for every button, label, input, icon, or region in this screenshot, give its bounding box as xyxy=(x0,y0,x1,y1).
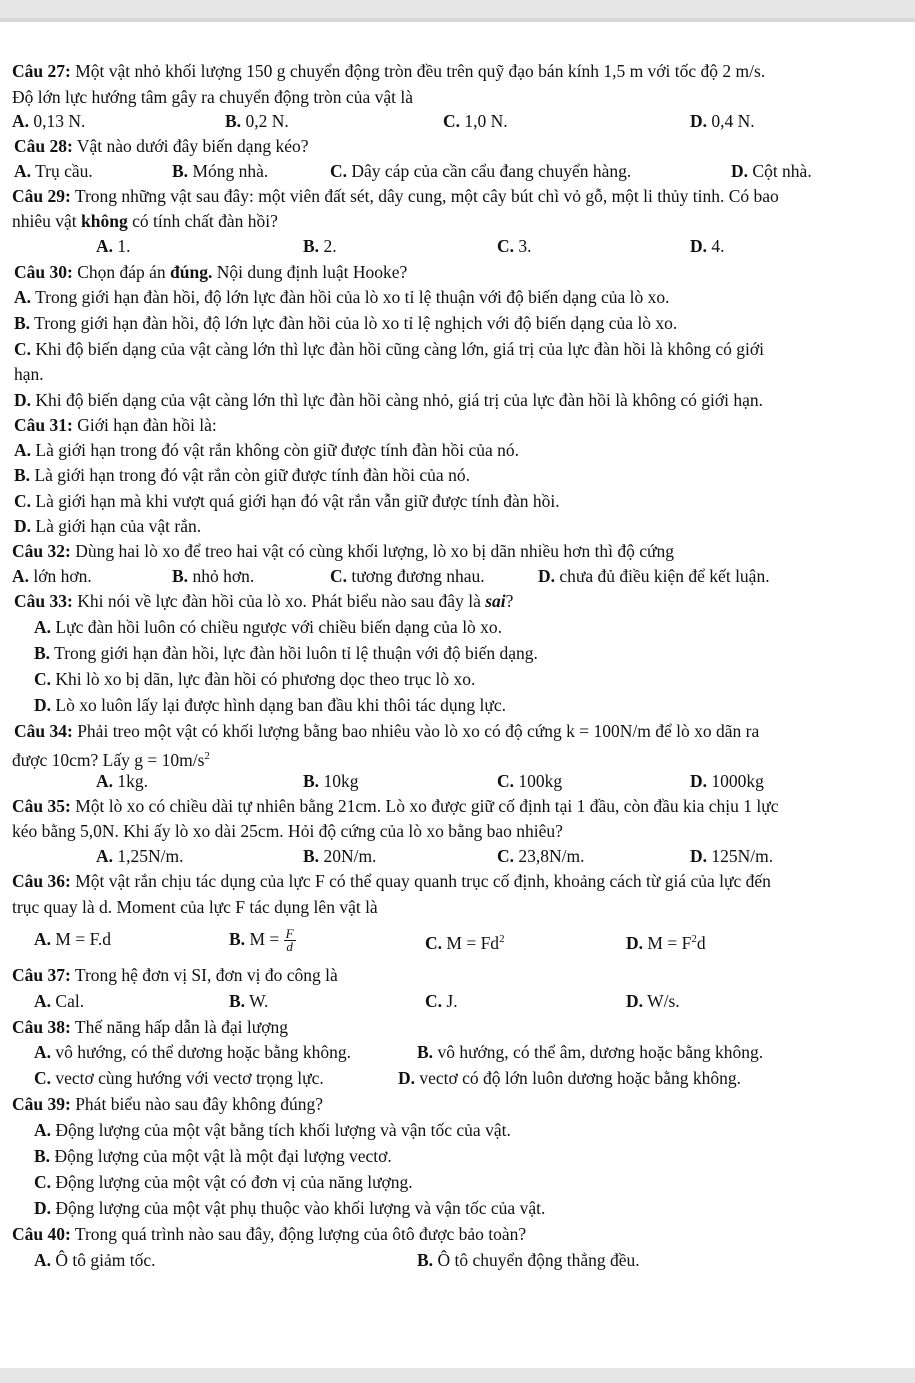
q37-stem: Câu 37: Trong hệ đơn vị SI, đơn vị đo công là xyxy=(12,965,338,985)
q38-option-d[interactable]: D. vectơ có độ lớn luôn dương hoặc bằng không. xyxy=(398,1068,741,1088)
q29-stem: Câu 29: Trong những vật sau đây: một viên đất sét, dây cung, một cây bút chì vỏ gỗ, một li thủy tinh. Có bao xyxy=(12,186,779,206)
q29-option-a[interactable]: A. 1. xyxy=(96,236,131,256)
q27-option-a[interactable]: A. 0,13 N. xyxy=(12,111,86,131)
q38-option-c[interactable]: C. vectơ cùng hướng với vectơ trọng lực. xyxy=(34,1068,324,1088)
q32-stem: Câu 32: Dùng hai lò xo để treo hai vật có cùng khối lượng, lò xo bị dãn nhiều hơn thì độ cứng xyxy=(12,541,675,561)
q39-option-c[interactable]: C. Động lượng của một vật có đơn vị của năng lượng. xyxy=(34,1172,413,1192)
q28-option-a[interactable]: A. Trụ cầu. xyxy=(14,161,93,181)
q37-option-d[interactable]: D. W/s. xyxy=(626,991,680,1011)
document-page xyxy=(0,18,915,1368)
q40-option-a[interactable]: A. Ô tô giảm tốc. xyxy=(34,1250,156,1270)
q37-option-b[interactable]: B. W. xyxy=(229,991,269,1011)
q31-option-a[interactable]: A. Là giới hạn trong đó vật rắn không còn giữ được tính đàn hồi của nó. xyxy=(14,440,520,460)
q31-option-c[interactable]: C. Là giới hạn mà khi vượt quá giới hạn đó vật rắn vẫn giữ được tính đàn hồi. xyxy=(14,491,560,511)
q28-option-d[interactable]: D. Cột nhà. xyxy=(731,161,812,181)
q32-option-a[interactable]: A. lớn hơn. xyxy=(12,566,92,586)
q38-stem: Câu 38: Thế năng hấp dẫn là đại lượng xyxy=(12,1017,289,1037)
q30-option-c[interactable]: C. Khi độ biến dạng của vật càng lớn thì lực đàn hồi cũng càng lớn, giá trị của lực đàn hồi là không có giới xyxy=(14,339,764,359)
q35-stem-cont: kéo bằng 5,0N. Khi ấy lò xo dài 25cm. Hỏi độ cứng của lò xo bằng bao nhiêu? xyxy=(12,821,563,841)
q35-option-d[interactable]: D. 125N/m. xyxy=(690,846,774,866)
q35-stem: Câu 35: Một lò xo có chiều dài tự nhiên bằng 21cm. Lò xo được giữ cố định tại 1 đầu, còn đầu kia chịu 1 lực xyxy=(12,796,779,816)
q34-option-a[interactable]: A. 1kg. xyxy=(96,771,149,791)
q32-option-c[interactable]: C. tương đương nhau. xyxy=(330,566,485,586)
q29-option-c[interactable]: C. 3. xyxy=(497,236,532,256)
q39-option-b[interactable]: B. Động lượng của một vật là một đại lượng vectơ. xyxy=(34,1146,392,1166)
q33-option-a[interactable]: A. Lực đàn hồi luôn có chiều ngược với chiều biến dạng của lò xo. xyxy=(34,617,503,637)
q36-fraction: $\frac{F}{d}$ xyxy=(285,926,294,955)
q32-option-d[interactable]: D. chưa đủ điều kiện để kết luận. xyxy=(538,566,770,586)
q34-option-b[interactable]: B. 10kg xyxy=(303,771,359,791)
q29-option-d[interactable]: D. 4. xyxy=(690,236,725,256)
q34-stem-cont: được 10cm? Lấy $g = 10m/s^2$ xyxy=(12,749,210,770)
q30-stem: Câu 30: Chọn đáp án đúng. Nội dung định luật Hooke? xyxy=(14,262,408,282)
q27-option-c[interactable]: C. 1,0 N. xyxy=(443,111,508,131)
q27-stem: Câu 27: Một vật nhỏ khối lượng 150 g chuyển động tròn đều trên quỹ đạo bán kính 1,5 m với tốc độ 2 m/s. xyxy=(12,61,766,81)
q40-stem: Câu 40: Trong quá trình nào sau đây, động lượng của ôtô được bảo toàn? xyxy=(12,1224,527,1244)
q31-option-b[interactable]: B. Là giới hạn trong đó vật rắn còn giữ được tính đàn hồi của nó. xyxy=(14,465,470,485)
q36-option-b[interactable]: B. M = $\frac{F}{d}$ xyxy=(229,926,294,955)
q32-option-b[interactable]: B. nhỏ hơn. xyxy=(172,566,255,586)
q37-option-a[interactable]: A. Cal. xyxy=(34,991,85,1011)
q36-stem: Câu 36: Một vật rắn chịu tác dụng của lực F có thể quay quanh trục cố định, khoảng cách từ giá của lực đến xyxy=(12,871,771,891)
q31-stem: Câu 31: Giới hạn đàn hồi là: xyxy=(14,415,217,435)
q33-stem: Câu 33: Khi nói về lực đàn hồi của lò xo. Phát biểu nào sau đây là sai? xyxy=(14,591,514,611)
q36-option-c[interactable]: C. $M = Fd^2$ xyxy=(425,932,505,953)
q36-option-d[interactable]: D. $M = F^2d$ xyxy=(626,932,706,953)
top-border xyxy=(0,18,915,22)
q35-option-b[interactable]: B. 20N/m. xyxy=(303,846,377,866)
q29-option-b[interactable]: B. 2. xyxy=(303,236,337,256)
q27-option-d[interactable]: D. 0,4 N. xyxy=(690,111,755,131)
q30-option-d[interactable]: D. Khi độ biến dạng của vật càng lớn thì lực đàn hồi càng nhỏ, giá trị của lực đàn hồi là không có giới hạn. xyxy=(14,390,763,410)
q34-stem: Câu 34: Phải treo một vật có khối lượng bằng bao nhiêu vào lò xo có độ cứng k = 100N/m để lò xo dãn ra xyxy=(14,721,760,741)
q28-option-c[interactable]: C. Dây cáp của cần cẩu đang chuyển hàng. xyxy=(330,161,632,181)
q38-option-a[interactable]: A. vô hướng, có thể dương hoặc bằng không. xyxy=(34,1042,351,1062)
q34-option-d[interactable]: D. 1000kg xyxy=(690,771,764,791)
q30-option-c-cont: hạn. xyxy=(14,364,44,384)
q34-option-c[interactable]: C. 100kg xyxy=(497,771,563,791)
q36-option-a[interactable]: A. M = F.d xyxy=(34,929,112,949)
q39-option-a[interactable]: A. Động lượng của một vật bằng tích khối lượng và vận tốc của vật. xyxy=(34,1120,511,1140)
q31-option-d[interactable]: D. Là giới hạn của vật rắn. xyxy=(14,516,202,536)
q36-stem-cont: trục quay là d. Moment của lực F tác dụng lên vật là xyxy=(12,897,378,917)
q33-option-b[interactable]: B. Trong giới hạn đàn hồi, lực đàn hồi luôn tỉ lệ thuận với độ biến dạng. xyxy=(34,643,538,663)
q30-option-b[interactable]: B. Trong giới hạn đàn hồi, độ lớn lực đàn hồi của lò xo tỉ lệ nghịch với độ biến dạng của lò xo. xyxy=(14,313,678,333)
q33-option-d[interactable]: D. Lò xo luôn lấy lại được hình dạng ban đầu khi thôi tác dụng lực. xyxy=(34,695,506,715)
q39-option-d[interactable]: D. Động lượng của một vật phụ thuộc vào khối lượng và vận tốc của vật. xyxy=(34,1198,546,1218)
q27-stem-cont: Độ lớn lực hướng tâm gây ra chuyển động tròn của vật là xyxy=(12,87,413,107)
q35-option-c[interactable]: C. 23,8N/m. xyxy=(497,846,585,866)
q33-option-c[interactable]: C. Khi lò xo bị dãn, lực đàn hồi có phương dọc theo trục lò xo. xyxy=(34,669,476,689)
q37-option-c[interactable]: C. J. xyxy=(425,991,458,1011)
q35-option-a[interactable]: A. 1,25N/m. xyxy=(96,846,184,866)
q39-stem: Câu 39: Phát biểu nào sau đây không đúng? xyxy=(12,1094,324,1114)
q38-option-b[interactable]: B. vô hướng, có thể âm, dương hoặc bằng không. xyxy=(417,1042,764,1062)
q27-option-b[interactable]: B. 0,2 N. xyxy=(225,111,289,131)
q30-option-a[interactable]: A. Trong giới hạn đàn hồi, độ lớn lực đàn hồi của lò xo tỉ lệ thuận với độ biến dạng của lò xo. xyxy=(14,287,670,307)
q28-stem: Câu 28: Vật nào dưới đây biến dạng kéo? xyxy=(14,136,309,156)
q40-option-b[interactable]: B. Ô tô chuyển động thẳng đều. xyxy=(417,1250,640,1270)
q28-option-b[interactable]: B. Móng nhà. xyxy=(172,161,269,181)
q29-stem-cont: nhiêu vật không có tính chất đàn hồi? xyxy=(12,211,278,231)
